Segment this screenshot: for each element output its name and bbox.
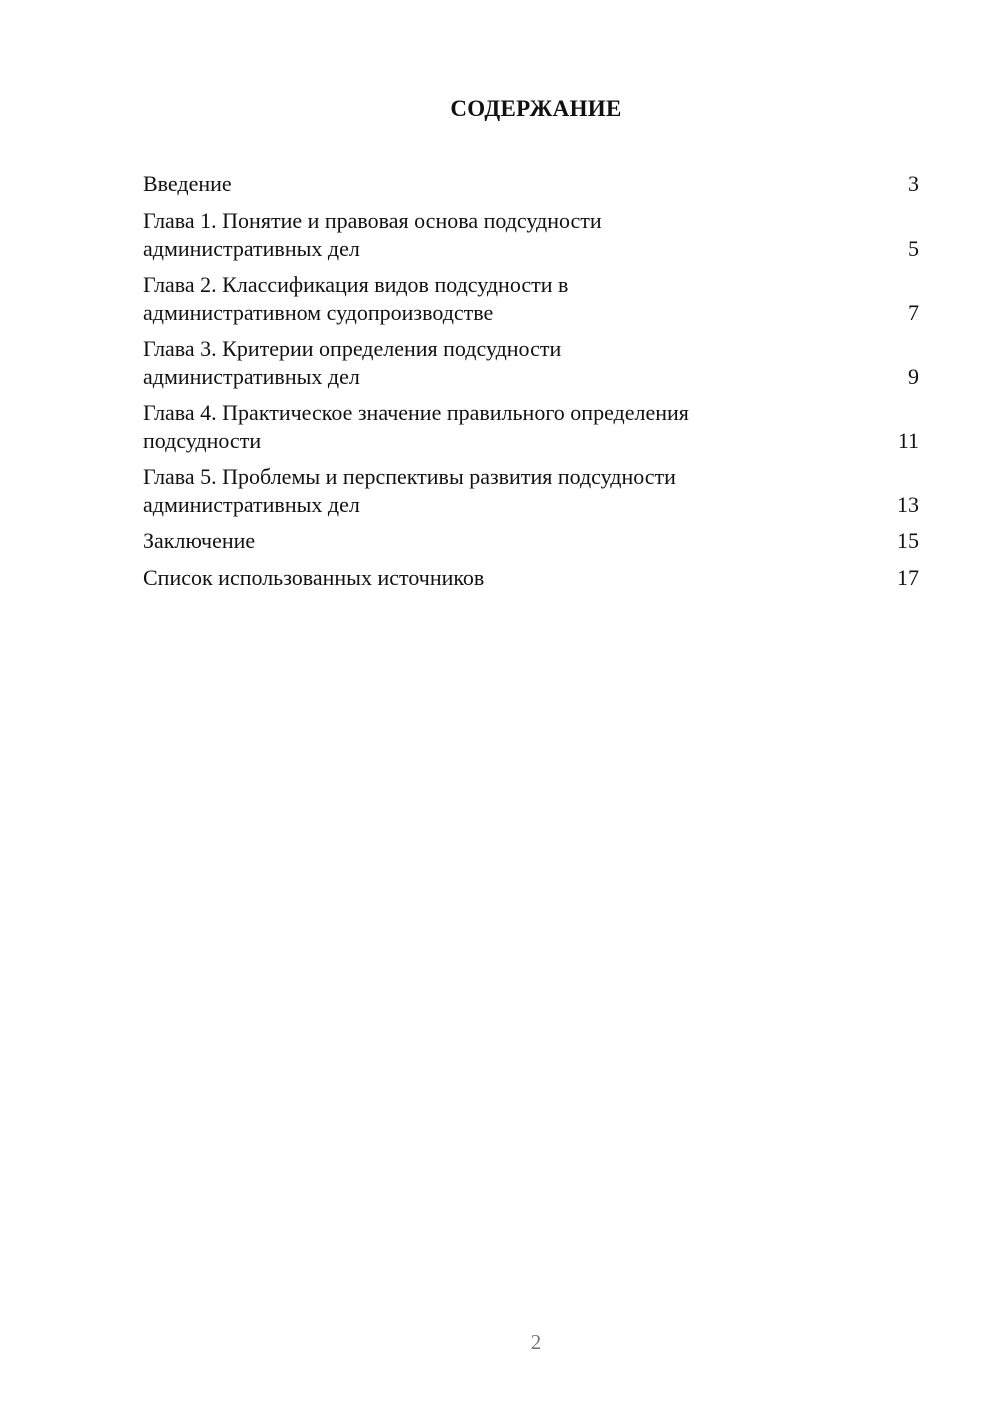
toc-entry-chapter-5 xyxy=(143,463,919,518)
toc-entry-line: административном судопроизводстве xyxy=(143,299,494,325)
toc-entry-introduction xyxy=(143,170,919,198)
toc-entry-page: 13 xyxy=(897,491,919,517)
toc-entry-line: подсудности xyxy=(143,427,262,453)
toc-entry-text xyxy=(143,564,889,592)
toc-entry-line: Глава 3. Критерии определения подсудности xyxy=(143,336,562,361)
toc-entry-page: 15 xyxy=(897,528,919,553)
toc-entry-line: Глава 4. Практическое значение правильного определения xyxy=(143,400,689,425)
toc-entry-line: Заключение xyxy=(143,528,256,553)
page-number: 2 xyxy=(530,1330,542,1354)
toc-entry-line: Введение xyxy=(143,171,232,196)
toc-entry-page: 3 xyxy=(908,171,919,196)
toc-entry-conclusion xyxy=(143,527,919,555)
toc-entry-page: 11 xyxy=(897,427,919,453)
toc-entry-text xyxy=(143,399,889,454)
toc-entry-text xyxy=(143,170,889,198)
toc-entry-chapter-4 xyxy=(143,399,919,454)
toc-entry-chapter-3 xyxy=(143,335,919,390)
toc-entry-line: административных дел xyxy=(143,235,360,261)
toc-entry-page: 7 xyxy=(908,299,919,325)
toc-entry-line: Глава 2. Классификация видов подсудности в xyxy=(143,272,569,297)
toc-entry-text xyxy=(143,463,889,518)
toc-entry-references xyxy=(143,564,919,592)
toc-entry-line: Глава 5. Проблемы и перспективы развития подсудности xyxy=(143,464,676,489)
toc-entry-line: административных дел xyxy=(143,491,360,517)
toc-entry-text xyxy=(143,527,889,555)
toc-entry-chapter-2 xyxy=(143,271,919,326)
toc-entry-text xyxy=(143,335,889,390)
toc-entry-page: 5 xyxy=(908,235,919,261)
toc-entry-text xyxy=(143,207,889,262)
toc-list xyxy=(143,170,919,601)
toc-entry-line: Глава 1. Понятие и правовая основа подсудности xyxy=(143,208,602,233)
toc-entry-line: Список использованных источников xyxy=(143,565,485,590)
toc-title: СОДЕРЖАНИЕ xyxy=(450,96,622,121)
toc-entry-text xyxy=(143,271,889,326)
toc-entry-line: административных дел xyxy=(143,363,360,389)
toc-entry-page: 9 xyxy=(908,363,919,389)
toc-entry-page: 17 xyxy=(897,565,919,590)
toc-entry-chapter-1 xyxy=(143,207,919,262)
